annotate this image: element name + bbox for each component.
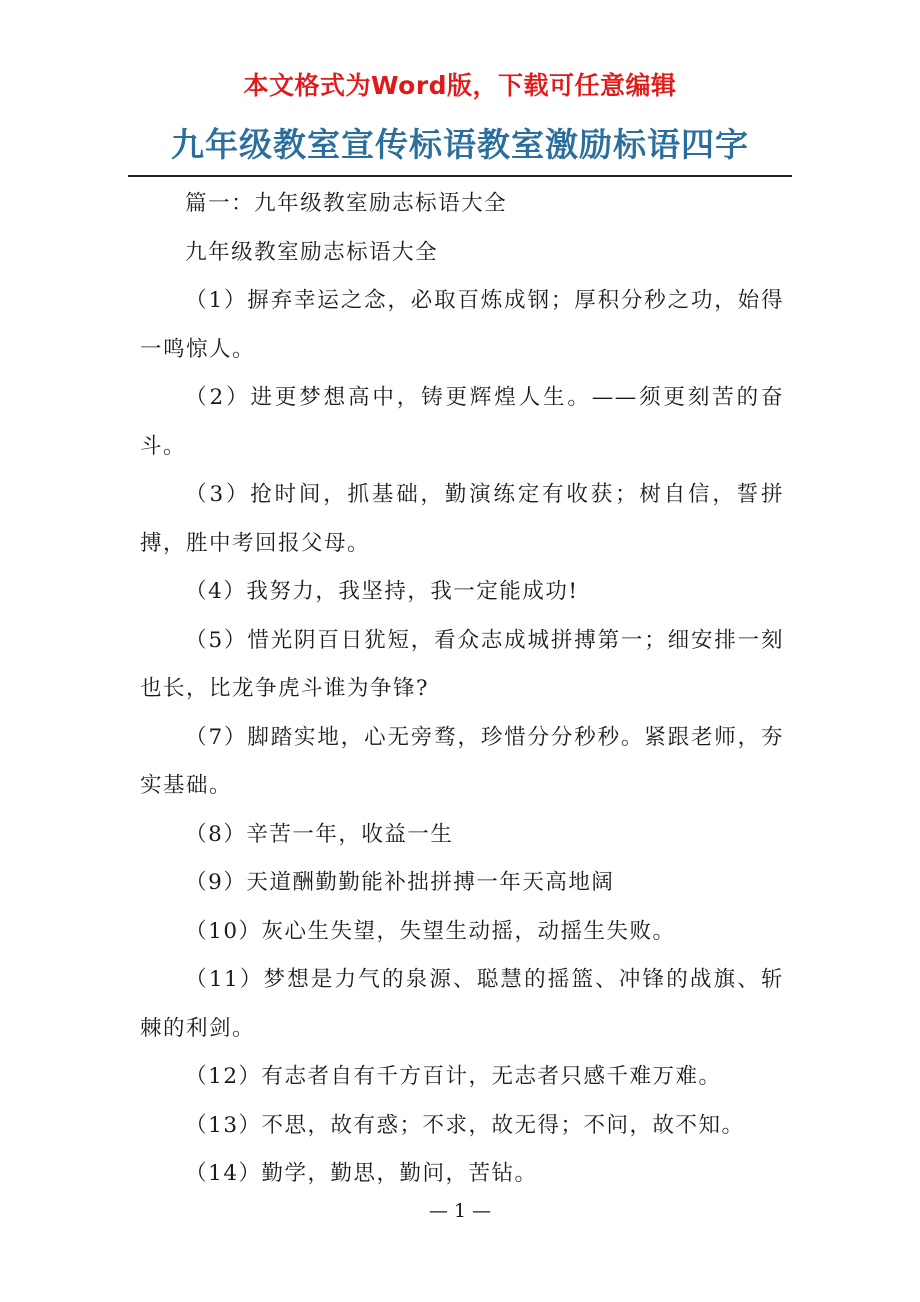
paragraph: （10）灰心生失望，失望生动摇，动摇生失败。 [185, 918, 676, 944]
paragraph: （7）脚踏实地，心无旁骛，珍惜分分秒秒。紧跟老师，夯实基础。 [140, 724, 784, 798]
paragraph: （8）辛苦一年，收益一生 [185, 821, 454, 847]
paragraph: （9）天道酬勤勤能补拙拼搏一年天高地阔 [185, 870, 615, 895]
title-divider [128, 175, 792, 177]
paragraph: （2）进更梦想高中，铸更辉煌人生。——须更刻苦的奋斗。 [140, 385, 784, 459]
paragraph: 篇一：九年级教室励志标语大全 [185, 191, 508, 216]
paragraph: （4）我努力，我坚持，我一定能成功! [185, 579, 579, 604]
editable-format-banner: 本文格式为Word版，下载可任意编辑 [243, 71, 677, 100]
paragraph: （1）摒弃幸运之念，必取百炼成钢；厚积分秒之功，始得一鸣惊人。 [140, 288, 784, 362]
document-body [140, 180, 784, 1199]
paragraph: 九年级教室励志标语大全 [185, 239, 439, 265]
paragraph: （3）抢时间，抓基础，勤演练定有收获；树自信，誓拼搏，胜中考回报父母。 [140, 482, 784, 556]
paragraph: （14）勤学，勤思，勤问，苦钻。 [185, 1161, 538, 1186]
paragraph: （13）不思，故有惑；不求，故无得；不问，故不知。 [185, 1112, 745, 1138]
paragraph: （11）梦想是力气的泉源、聪慧的摇篮、冲锋的战旗、斩棘的利剑。 [140, 967, 784, 1041]
page-number: — 1 — [428, 1200, 492, 1222]
paragraph: （5）惜光阴百日犹短，看众志成城拼搏第一；细安排一刻也长，比龙争虎斗谁为争锋? [140, 627, 784, 701]
document-title: 九年级教室宣传标语教室激励标语四字 [171, 125, 749, 164]
paragraph: （12）有志者自有千方百计，无志者只感千难万难。 [185, 1064, 722, 1089]
